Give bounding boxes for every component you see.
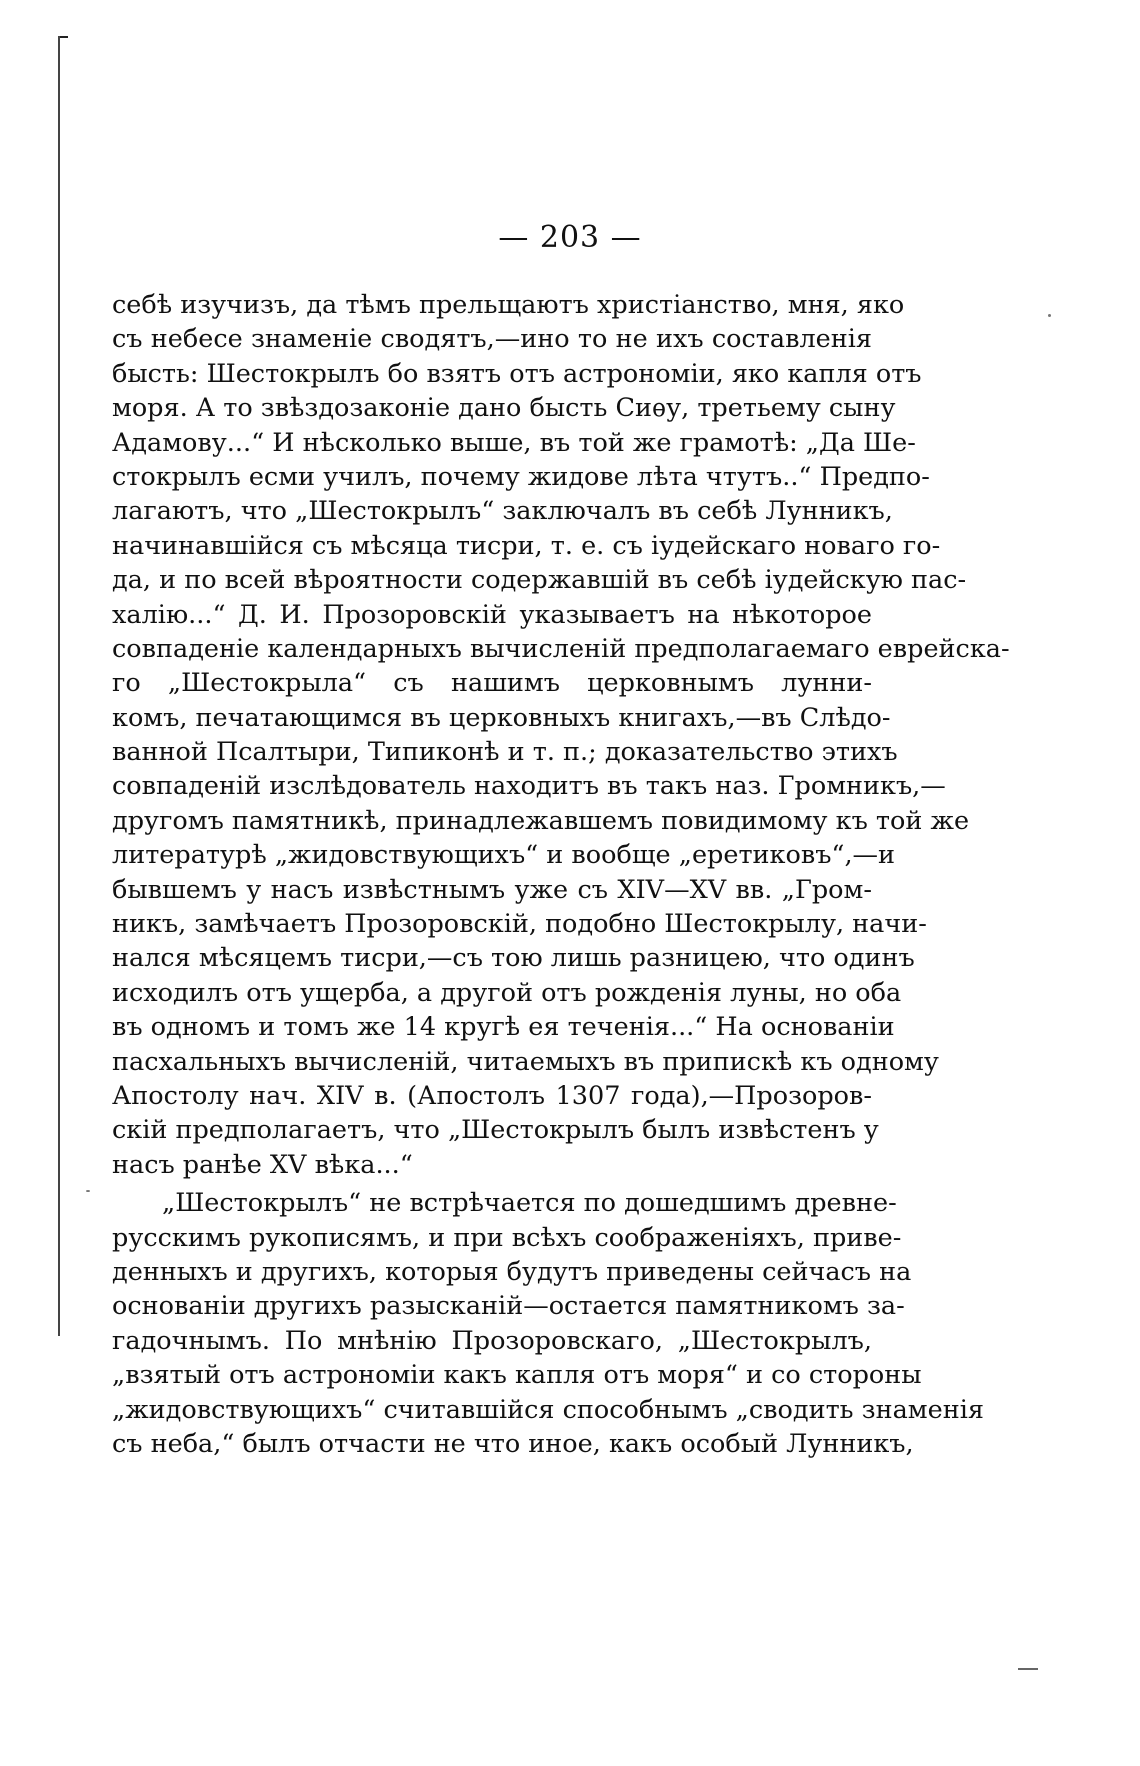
text-line: комъ, печатающимся въ церковныхъ книгахъ,—въ Слѣдо-: [112, 702, 891, 733]
text-line: никъ, замѣчаетъ Прозоровскій, подобно Шестокрылу, начи-: [112, 909, 927, 940]
text-line: литературѣ „жидовствующихъ“ и вообще „еретиковъ“,—и: [112, 840, 896, 871]
scan-mark: [1018, 1668, 1038, 1670]
text-line: совпаденіе календарныхъ вычисленій предполагаемаго еврейска-: [112, 633, 1010, 664]
text-line: гадочнымъ. По мнѣнію Прозоровскаго, „Шестокрылъ,: [112, 1325, 872, 1356]
text-line: Адамову...“ И нѣсколько выше, въ той же грамотѣ: „Да Ше-: [112, 427, 916, 458]
text-line: другомъ памятникѣ, принадлежавшемъ повидимому къ той же: [112, 805, 970, 836]
text-line: исходилъ отъ ущерба, а другой отъ рожденія луны, но оба: [112, 977, 902, 1008]
text-line: съ неба,“ былъ отчасти не что иное, какъ особый Лунникъ,: [112, 1428, 914, 1459]
text-line: „жидовствующихъ“ считавшійся способнымъ „сводить знаменія: [112, 1394, 984, 1425]
text-line: лагаютъ, что „Шестокрылъ“ заключалъ въ себѣ Лунникъ,: [112, 496, 893, 527]
text-line: „Шестокрылъ“ не встрѣчается по дошедшимъ древне-: [162, 1188, 897, 1219]
paragraph-2: [112, 1186, 984, 1461]
text-line: пасхальныхъ вычисленій, читаемыхъ въ припискѣ къ одному: [112, 1046, 939, 1077]
body-text: [112, 288, 1010, 1461]
text-line: совпаденій изслѣдователь находитъ въ такъ наз. Громникъ,—: [112, 771, 946, 802]
text-line: ванной Псалтыри, Типиконѣ и т. п.; доказательство этихъ: [112, 737, 898, 768]
text-line: себѣ изучизъ, да тѣмъ прельщаютъ христіанство, мня, яко: [112, 290, 905, 320]
scan-speck: [86, 1190, 90, 1192]
text-line: скій предполагаетъ, что „Шестокрылъ былъ извѣстенъ у: [112, 1115, 879, 1146]
text-line: го „Шестокрыла“ съ нашимъ церковнымъ лунни-: [112, 668, 872, 699]
text-line: начинавшійся съ мѣсяца тисри, т. е. съ іудейскаго новаго го-: [112, 530, 941, 561]
text-line: стокрылъ есми училъ, почему жидове лѣта чтутъ..“ Предпо-: [112, 461, 930, 492]
text-line: русскимъ рукописямъ, и при всѣхъ соображеніяхъ, приве-: [112, 1222, 902, 1253]
paragraph-1: [112, 288, 1010, 1182]
text-line: съ небесе знаменіе сводятъ,—ино то не ихъ составленія: [112, 324, 872, 355]
text-line: денныхъ и другихъ, которыя будутъ приведены сейчасъ на: [112, 1256, 912, 1287]
text-line: „взятый отъ астрономіи какъ капля отъ моря“ и со стороны: [112, 1360, 922, 1391]
page-number: — 203 —: [498, 220, 642, 255]
text-line: халію...“ Д. И. Прозоровскій указываетъ на нѣкоторое: [112, 599, 872, 630]
text-line: нался мѣсяцемъ тисри,—съ тою лишь разницею, что одинъ: [112, 943, 915, 974]
text-line: основаніи другихъ разысканій—остается памятникомъ за-: [112, 1291, 905, 1322]
text-line: въ одномъ и томъ же 14 кругѣ ея теченія...“ На основаніи: [112, 1012, 895, 1043]
text-line: да, и по всей вѣроятности содержавшій въ себѣ іудейскую пас-: [112, 565, 967, 596]
text-line: насъ ранѣе XV вѣка...“: [112, 1149, 413, 1180]
text-line: моря. А то звѣздозаконіе дано бысть Сиѳу, третьему сыну: [112, 393, 896, 424]
text-line: бысть: Шестокрылъ бо взятъ отъ астрономіи, яко капля отъ: [112, 358, 922, 389]
text-line: бывшемъ у насъ извѣстнымъ уже съ XIV—XV вв. „Гром-: [112, 874, 872, 905]
scan-speck: [1048, 314, 1051, 317]
text-line: Апостолу нач. XIV в. (Апостолъ 1307 года),—Прозоров-: [112, 1080, 872, 1111]
